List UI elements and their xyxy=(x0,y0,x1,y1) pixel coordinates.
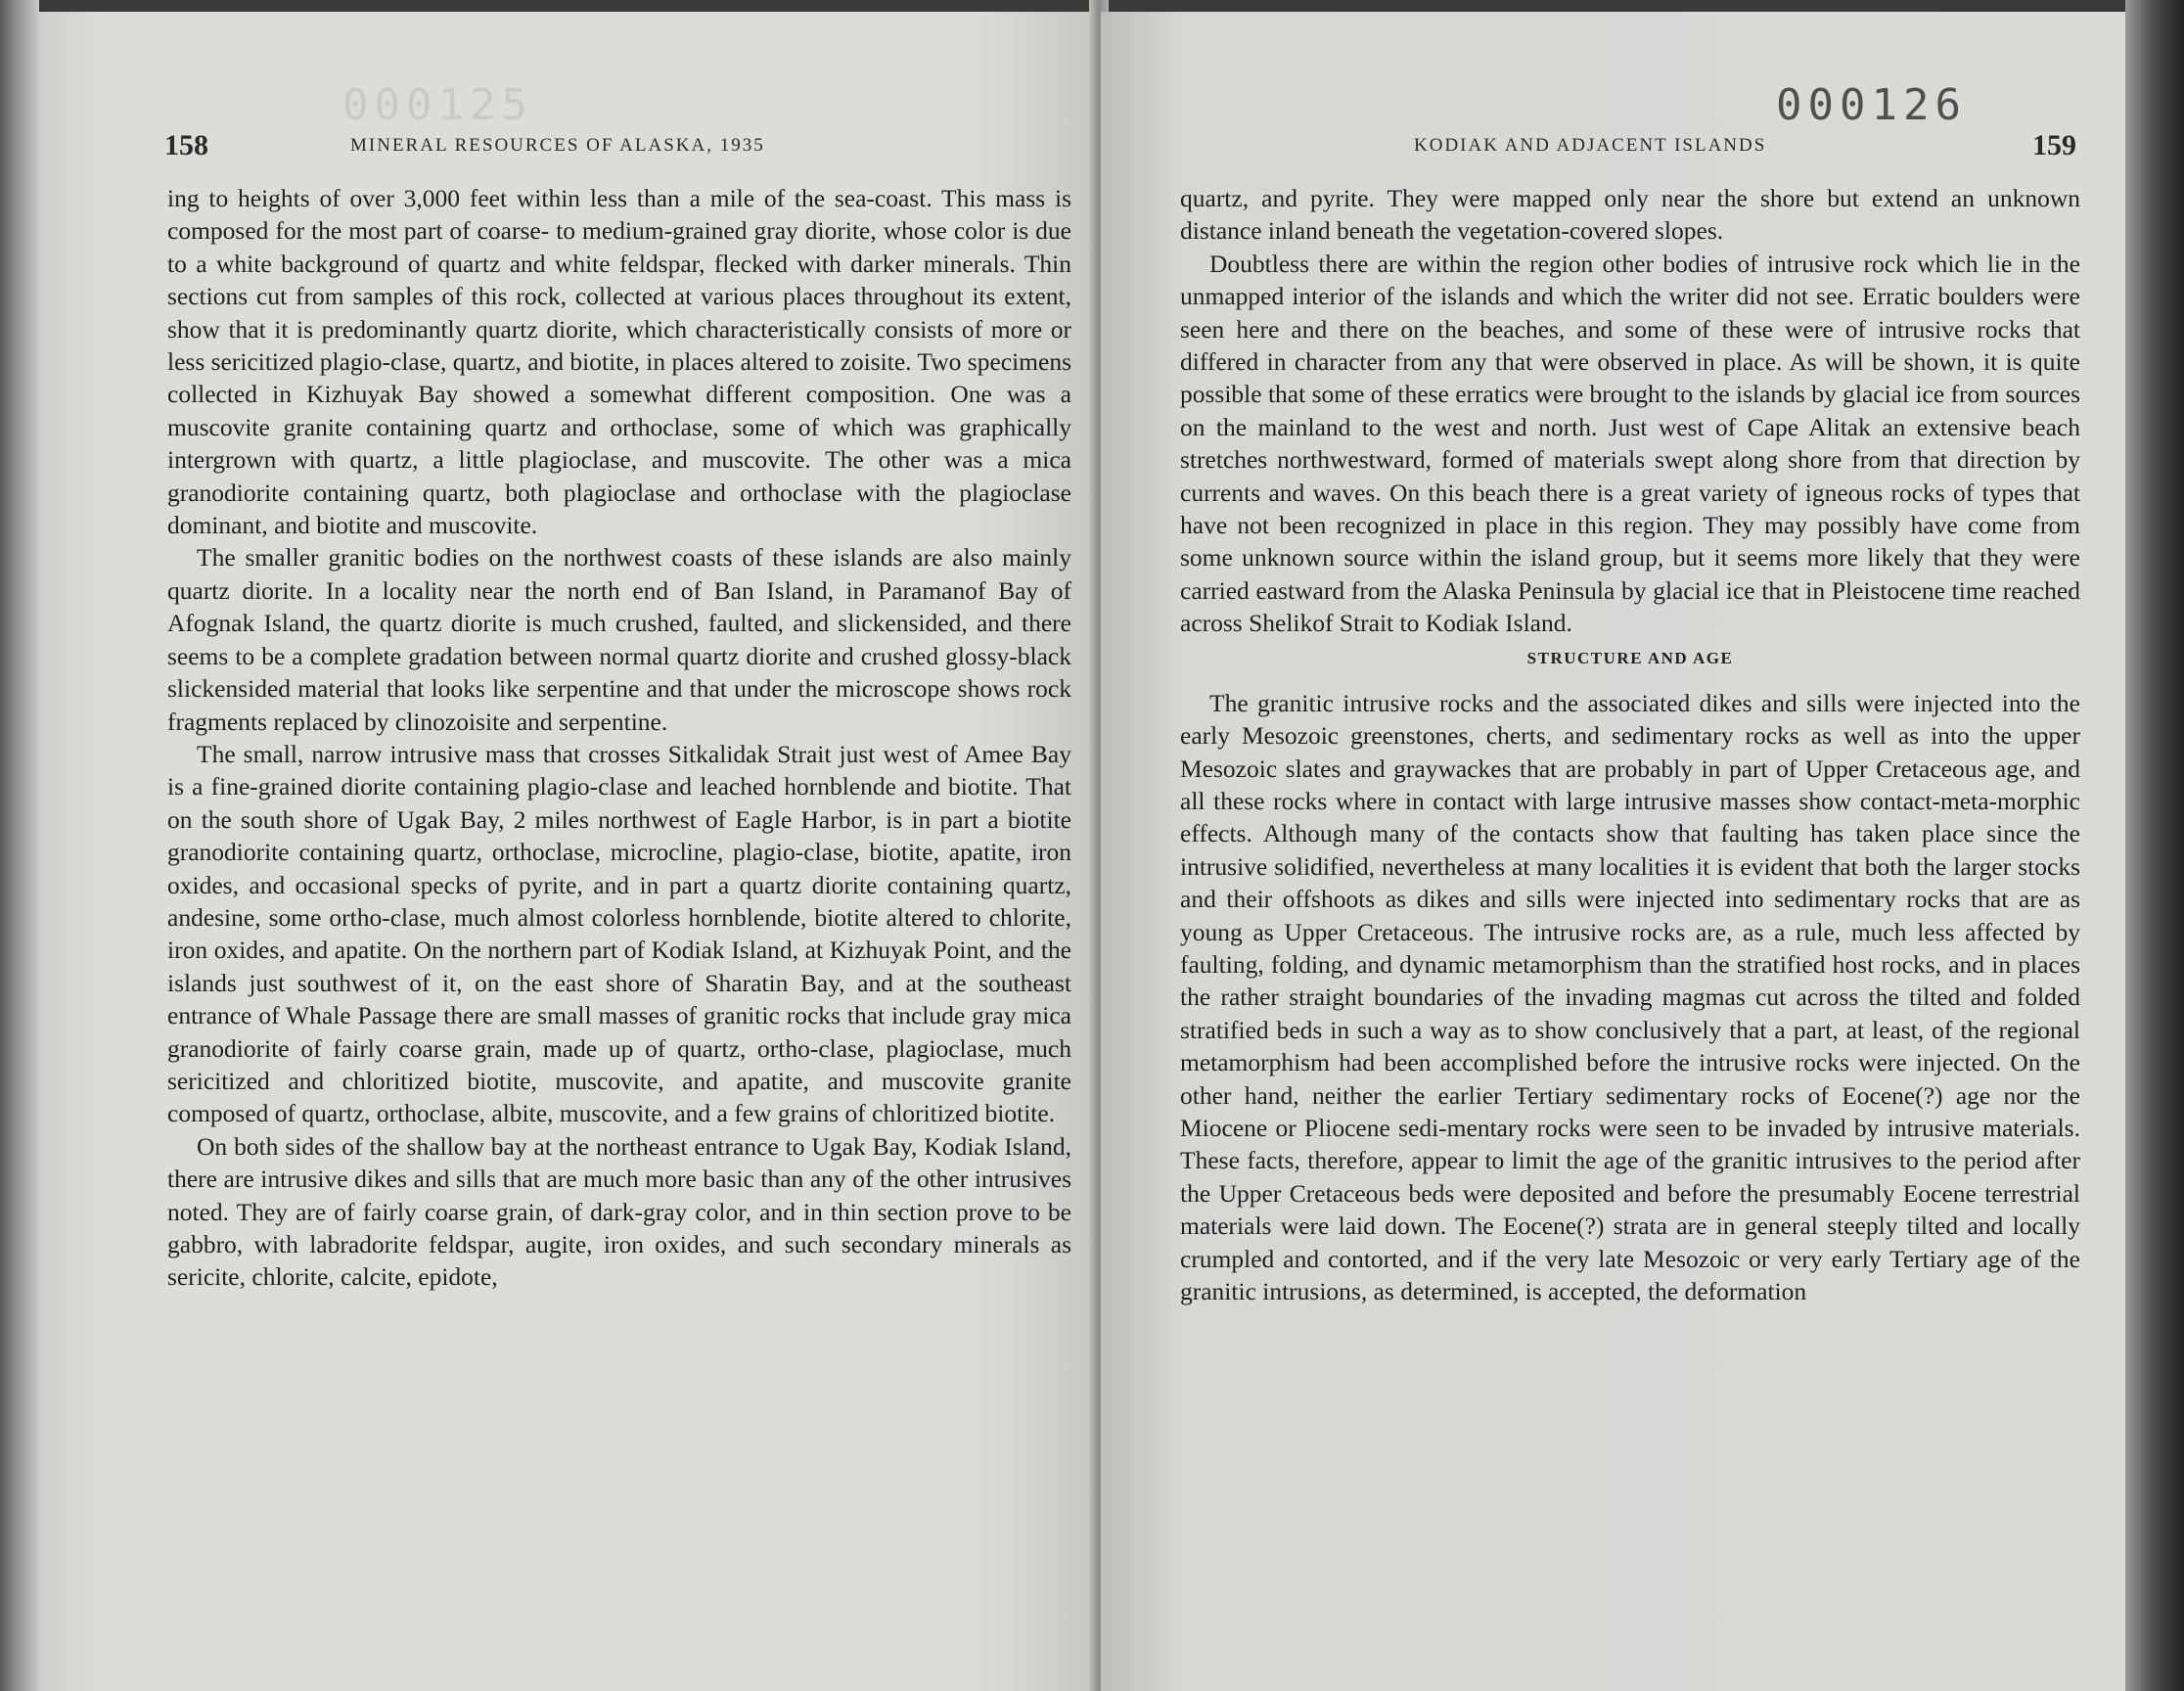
section-heading: STRUCTURE AND AGE xyxy=(1526,648,1734,667)
left-paragraph-3: The small, narrow intrusive mass that crosses Sitkalidak Strait just west of Amee Bay is a fine-grained diorite containing plagio-clase and leached hornblende and biotite. That on the south shore of Ugak Bay, 2 miles northwest of Eagle Harbor, is in part a biotite granodiorite containing quartz, orthoclase, microcline, plagio-clase, biotite, apatite, iron oxides, and occasional specks of pyrite, and in part a quartz diorite containing quartz, andesine, some ortho-clase, much almost colorless hornblende, biotite altered to chlorite, iron oxides, and apatite. On the northern part of Kodiak Island, at Kizhuyak Point, and the islands just southwest of it, on the east shore of Sharatin Bay, and at the southeast entrance of Whale Passage there are small masses of granitic rocks that include gray mica granodiorite of fairly coarse grain, made up of quartz, ortho-clase, plagioclase, much sericitized and chloritized biotite, muscovite, and apatite, and muscovite granite composed of quartz, orthoclase, albite, muscovite, and a few grains of chloritized biotite. xyxy=(167,739,1071,1128)
archive-stamp: 000126 xyxy=(1776,80,1967,130)
left-page-header xyxy=(39,129,1101,168)
right-paragraph-1: quartz, and pyrite. They were mapped only near the shore but extend an unknown distance inland beneath the vegetation-covered slopes. xyxy=(1180,184,2080,246)
left-page-body xyxy=(167,182,1071,1294)
left-paragraph-2: The smaller granitic bodies on the northwest coasts of these islands are also mainly quartz diorite. In a locality near the north end of Ban Island, in Paramanof Bay of Afognak Island, the quartz diorite is much crushed, faulted, and slickensided, and there seems to be a complete gradation between normal quartz diorite and crushed glossy-black slickensided material that looks like serpentine and that under the microscope shows rock fragments replaced by clinozoisite and serpentine. xyxy=(167,543,1071,736)
right-page-body xyxy=(1180,182,2080,1307)
left-paragraph-1: ing to heights of over 3,000 feet within less than a mile of the sea-coast. This mass is composed for the most part of coarse- to medium-grained gray diorite, whose color is due to a white background of quartz and white feldspar, flecked with darker minerals. Thin sections cut from samples of this rock, collected at various places throughout its extent, show that it is predominantly quartz diorite, which characteristically consists of more or less sericitized plagio-clase, quartz, and biotite, in places altered to zoisite. Two specimens collected in Kizhuyak Bay showed a somewhat different composition. One was a muscovite granite containing quartz and orthoclase, some of which was graphically intergrown with quartz, a little plagioclase, and muscovite. The other was a mica granodiorite containing quartz, both plagioclase and orthoclase with the plagioclase dominant, and biotite and muscovite. xyxy=(167,184,1071,540)
right-page-header xyxy=(1101,129,2125,168)
right-paragraph-2: Doubtless there are within the region other bodies of intrusive rock which lie in the unmapped interior of the islands and which the writer did not see. Erratic boulders were seen here and there on the beaches, and some of these were of intrusive rocks that differed in character from any that were observed in place. As will be shown, it is quite possible that some of these erratics were brought to the islands by glacial ice from sources on the mainland to the west and north. Just west of Cape Alitak an extensive beach stretches northwestward, formed of materials swept along shore from that direction by currents and waves. On this beach there is a great variety of igneous rocks of types that have not been recognized in place in this region. They may possibly have come from some unknown source within the island group, but it seems more likely that they were carried eastward from the Alaska Peninsula by glacial ice that in Pleistocene time reached across Shelikof Strait to Kodiak Island. xyxy=(1180,249,2080,638)
left-page-number: 158 xyxy=(164,129,208,161)
book-edge-left xyxy=(0,0,39,1691)
ghost-stamp: 000125 xyxy=(342,80,533,130)
left-paragraph-4: On both sides of the shallow bay at the northeast entrance to Ugak Bay, Kodiak Island, there are intrusive dikes and sills that are much more basic than any of the other intrusives noted. They are of fairly coarse grain, of dark-gray color, and in thin section prove to be gabbro, with labradorite feldspar, augite, iron oxides, and such secondary minerals as sericite, chlorite, calcite, epidote, xyxy=(167,1131,1071,1292)
right-page-number: 159 xyxy=(2032,129,2076,161)
left-running-head: MINERAL RESOURCES OF ALASKA, 1935 xyxy=(350,135,765,156)
right-running-head: KODIAK AND ADJACENT ISLANDS xyxy=(1414,135,1767,156)
right-page xyxy=(1101,12,2125,1691)
left-page xyxy=(39,12,1101,1691)
book-edge-right xyxy=(2125,0,2184,1691)
right-paragraph-3: The granitic intrusive rocks and the associated dikes and sills were injected into the early Mesozoic greenstones, cherts, and sedimentary rocks as well as into the upper Mesozoic slates and graywackes that are probably in part of Upper Cretaceous age, and all these rocks where in contact with large intrusive masses show contact-meta-morphic effects. Although many of the contacts show that faulting has taken place since the intrusive solidified, nevertheless at many localities it is evident that both the larger stocks and their offshoots as dikes and sills were injected into sedimentary rocks that are as young as Upper Cretaceous. The intrusive rocks are, as a rule, much less affected by faulting, folding, and dynamic metamorphism than the stratified host rocks, and in places the rather straight boundaries of the invading magmas cut across the tilted and folded stratified beds in such a way as to show conclusively that a part, at least, of the regional metamorphism had been accomplished before the intrusive rocks were injected. On the other hand, neither the earlier Tertiary sedimentary rocks of Eocene(?) age nor the Miocene or Pliocene sedi-mentary rocks were seen to be invaded by intrusive materials. These facts, therefore, appear to limit the age of the granitic intrusives to the period after the Upper Cretaceous beds were deposited and before the presumably Eocene terrestrial materials were laid down. The Eocene(?) strata are in general steeply tilted and locally crumpled and contorted, and if the very late Mesozoic or very early Tertiary age of the granitic intrusions, as determined, is accepted, the deformation xyxy=(1180,688,2080,1305)
